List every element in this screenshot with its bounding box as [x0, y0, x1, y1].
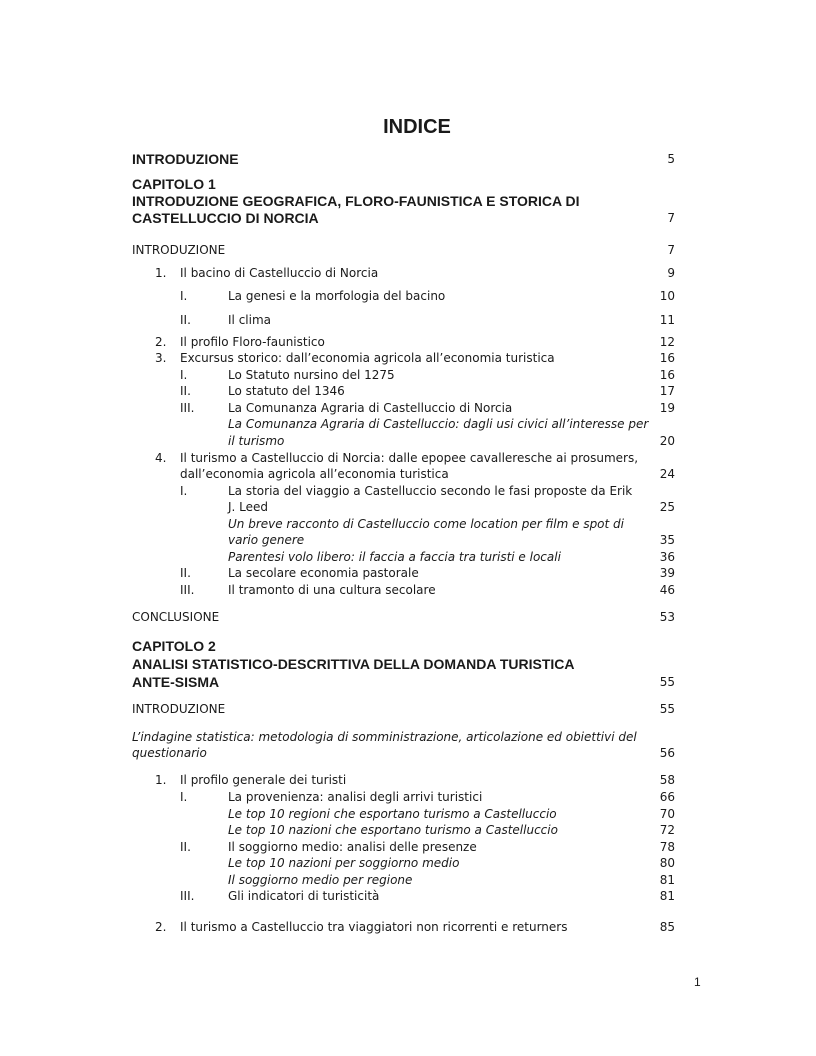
toc-entry: Parentesi volo libero: il faccia a faccia tra turisti e locali	[228, 550, 561, 564]
toc-page: 12	[659, 335, 675, 349]
toc-page: 66	[659, 790, 675, 804]
toc-page: 25	[659, 500, 675, 514]
toc-page: 81	[659, 889, 675, 903]
toc-entry: Gli indicatori di turisticità	[228, 889, 380, 903]
toc-page: 35	[659, 533, 675, 547]
toc-entry: Il bacino di Castelluccio di Norcia	[180, 266, 379, 280]
toc-entry: Lo statuto del 1346	[228, 384, 345, 398]
toc-introduzione: INTRODUZIONE	[132, 151, 239, 167]
toc-entry: La Comunanza Agraria di Castelluccio: dagli usi civici all’interesse per	[228, 417, 649, 431]
toc-number: 2.	[155, 335, 167, 349]
toc-entry: Excursus storico: dall’economia agricola all’economia turistica	[180, 351, 555, 365]
toc-page: 53	[659, 610, 675, 624]
toc-number: I.	[180, 289, 188, 303]
toc-page: 20	[659, 434, 675, 448]
toc-entry: questionario	[132, 746, 207, 760]
toc-entry: vario genere	[228, 533, 305, 547]
toc-page: 80	[659, 856, 675, 870]
toc-page: 85	[659, 920, 675, 934]
toc-entry: Un breve racconto di Castelluccio come location per film e spot di	[228, 517, 624, 531]
toc-entry: Le top 10 nazioni che esportano turismo a Castelluccio	[228, 823, 558, 837]
chapter-label: CAPITOLO 2	[132, 638, 216, 654]
toc-number: 2.	[155, 920, 167, 934]
toc-number: III.	[180, 583, 195, 597]
toc-page: 56	[659, 746, 675, 760]
toc-number: I.	[180, 484, 188, 498]
chapter-heading: INTRODUZIONE GEOGRAFICA, FLORO-FAUNISTICA E STORICA DI	[132, 193, 580, 209]
toc-entry: CONCLUSIONE	[132, 610, 220, 624]
toc-number: 3.	[155, 351, 167, 365]
toc-entry: Il turismo a Castelluccio tra viaggiatori non ricorrenti e returners	[180, 920, 568, 934]
toc-number: 4.	[155, 451, 167, 465]
toc-entry: Il soggiorno medio per regione	[228, 873, 413, 887]
chapter-heading: ANALISI STATISTICO-DESCRITTIVA DELLA DOMANDA TURISTICA	[132, 656, 575, 672]
toc-entry: INTRODUZIONE	[132, 243, 226, 257]
toc-entry: Il soggiorno medio: analisi delle presenze	[228, 840, 477, 854]
toc-entry: La genesi e la morfologia del bacino	[228, 289, 446, 303]
chapter-label: CAPITOLO 1	[132, 176, 216, 192]
toc-page: 36	[659, 550, 675, 564]
toc-number: III.	[180, 889, 195, 903]
toc-page: 7	[667, 211, 675, 225]
toc-entry: J. Leed	[228, 500, 269, 514]
toc-entry: Lo Statuto nursino del 1275	[228, 368, 395, 382]
toc-entry: il turismo	[228, 434, 285, 448]
toc-number: II.	[180, 384, 191, 398]
toc-entry: Il profilo generale dei turisti	[180, 773, 347, 787]
toc-page: 7	[667, 243, 675, 257]
toc-entry: Il clima	[228, 313, 271, 327]
chapter-heading: CASTELLUCCIO DI NORCIA	[132, 210, 319, 226]
toc-page: 72	[659, 823, 675, 837]
toc-entry: La secolare economia pastorale	[228, 566, 419, 580]
toc-page: 19	[659, 401, 675, 415]
toc-number: II.	[180, 840, 191, 854]
toc-entry: dall’economia agricola all’economia turistica	[180, 467, 449, 481]
toc-entry: INTRODUZIONE	[132, 702, 226, 716]
toc-page: 17	[659, 384, 675, 398]
toc-number: 1.	[155, 266, 167, 280]
toc-page: 78	[659, 840, 675, 854]
toc-number: 1.	[155, 773, 167, 787]
toc-page: 55	[659, 702, 675, 716]
toc-entry: Le top 10 nazioni per soggiorno medio	[228, 856, 460, 870]
chapter-heading: ANTE-SISMA	[132, 674, 220, 690]
toc-entry: La storia del viaggio a Castelluccio secondo le fasi proposte da Erik	[228, 484, 633, 498]
toc-number: III.	[180, 401, 195, 415]
toc-entry: L’indagine statistica: metodologia di somministrazione, articolazione ed obiettivi del	[132, 730, 637, 744]
toc-page: 81	[659, 873, 675, 887]
toc-entry: La Comunanza Agraria di Castelluccio di Norcia	[228, 401, 513, 415]
toc-page: 70	[659, 807, 675, 821]
toc-entry: Il tramonto di una cultura secolare	[228, 583, 436, 597]
toc-entry: Le top 10 regioni che esportano turismo a Castelluccio	[228, 807, 557, 821]
toc-page: 9	[667, 266, 675, 280]
toc-page: 16	[659, 368, 675, 382]
toc-number: I.	[180, 790, 188, 804]
toc-entry: Il profilo Floro-faunistico	[180, 335, 325, 349]
toc-number: II.	[180, 566, 191, 580]
toc-page: 5	[667, 152, 675, 166]
toc-number: II.	[180, 313, 191, 327]
page-number: 1	[694, 975, 701, 989]
toc-page: 11	[659, 313, 675, 327]
toc-page: 46	[659, 583, 675, 597]
toc-entry: La provenienza: analisi degli arrivi turistici	[228, 790, 483, 804]
toc-page: 10	[659, 289, 675, 303]
page-title: INDICE	[383, 116, 451, 138]
toc-number: I.	[180, 368, 188, 382]
toc-page: 58	[659, 773, 675, 787]
toc-page: 24	[659, 467, 675, 481]
toc-page: 16	[659, 351, 675, 365]
toc-entry: Il turismo a Castelluccio di Norcia: dalle epopee cavalleresche ai prosumers,	[180, 451, 639, 465]
toc-page: 39	[659, 566, 675, 580]
toc-page: 55	[659, 675, 675, 689]
